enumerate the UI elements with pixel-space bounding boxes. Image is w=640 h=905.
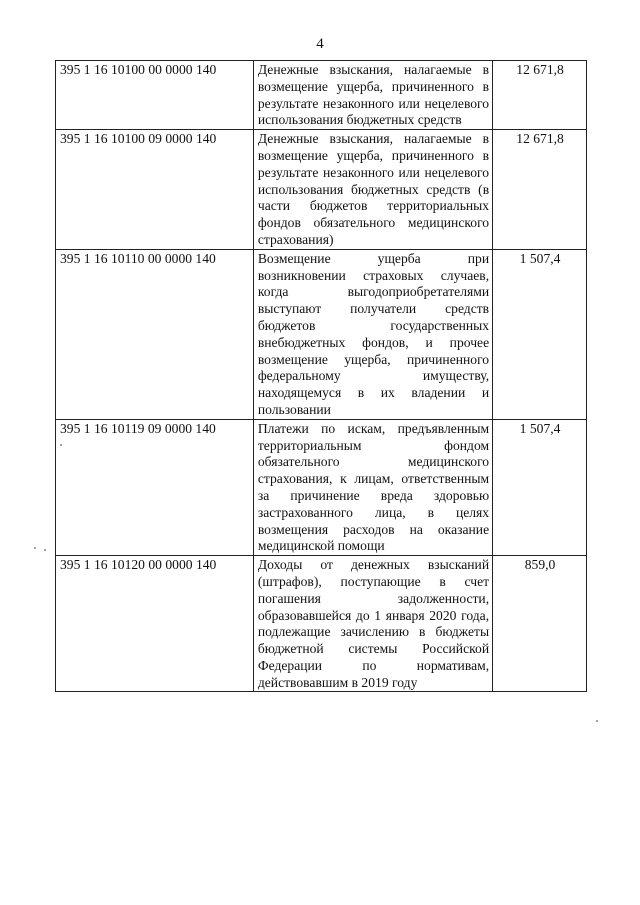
amount-cell: 1 507,4 [493,419,587,555]
scan-speck [60,444,62,446]
table-row [56,130,587,250]
amount-cell: 1 507,4 [493,249,587,419]
scan-speck [596,720,598,722]
table-row [56,61,587,130]
budget-code-cell: 395 1 16 10120 00 0000 140 [56,556,254,692]
budget-code-cell: 395 1 16 10100 09 0000 140 [56,130,254,250]
table-body [56,61,587,692]
budget-code-cell: 395 1 16 10100 00 0000 140 [56,61,254,130]
description-cell: Денежные взыскания, налагаемые в возмещение ущерба, причиненного в результате незаконного или нецелевого использования бюджетных средств (в части бюджетов территориальных фондов обязательного медицинского страхования) [253,130,492,250]
table-row [56,249,587,419]
description-cell: Возмещение ущерба при возникновении страховых случаев, когда выгодоприобретателями выступают получатели средств бюджетов государственных внебюджетных фондов, и прочее возмещение ущерба, причиненного федеральному имуществу, находящемуся в их владении и пользовании [253,249,492,419]
table-row [56,419,587,555]
page-number: 4 [316,36,324,52]
amount-cell: 859,0 [493,556,587,692]
budget-code-cell: 395 1 16 10110 00 0000 140 [56,249,254,419]
amount-cell: 12 671,8 [493,61,587,130]
description-cell: Доходы от денежных взысканий (штрафов), поступающие в счет погашения задолженности, образовавшейся до 1 января 2020 года, подлежащие зачислению в бюджеты бюджетной системы Российской Федерации по нормативам, действовавшим в 2019 году [253,556,492,692]
scan-speck [44,549,46,551]
revenue-table [55,60,587,692]
amount-cell: 12 671,8 [493,130,587,250]
scan-speck [34,547,36,549]
description-cell: Денежные взыскания, налагаемые в возмещение ущерба, причиненного в результате незаконного или нецелевого использования бюджетных средств [253,61,492,130]
budget-code-cell: 395 1 16 10119 09 0000 140 [56,419,254,555]
description-cell: Платежи по искам, предъявленным территориальным фондом обязательного медицинского страхования, к лицам, ответственным за причинение вреда здоровью застрахованного лица, в целях возмещения расходов на оказание медицинской помощи [253,419,492,555]
table-row [56,556,587,692]
